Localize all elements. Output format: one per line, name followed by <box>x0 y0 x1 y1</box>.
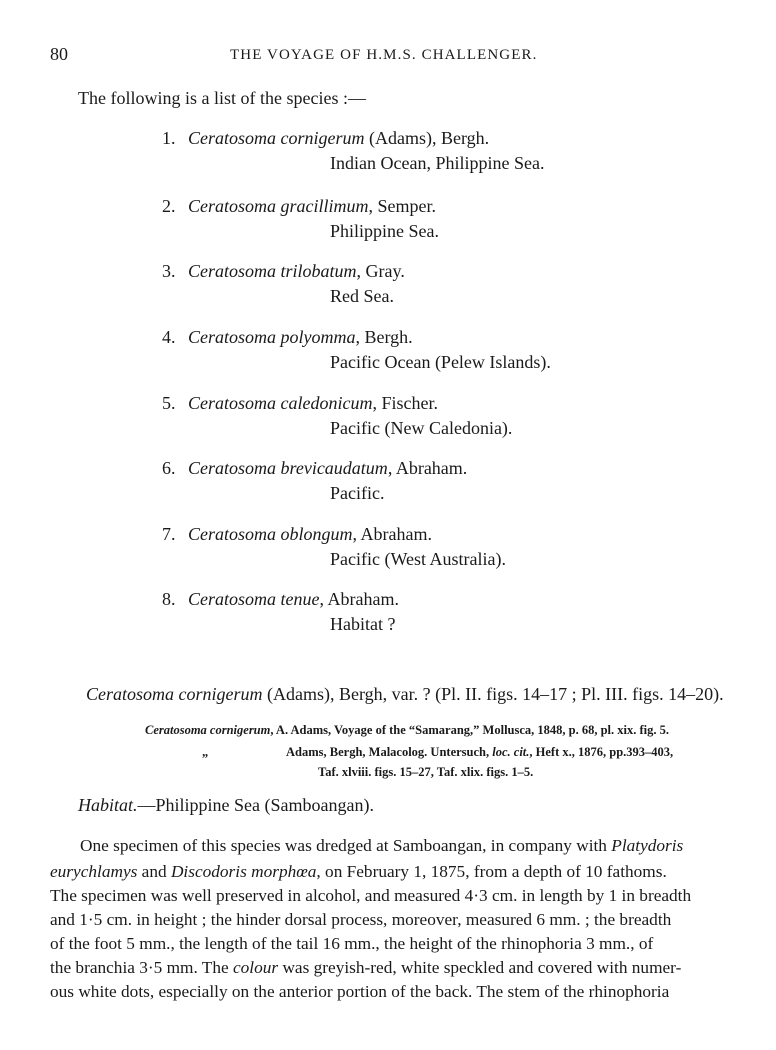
species-name: Ceratosoma trilobatum, Gray. <box>188 261 405 281</box>
species-name: Ceratosoma gracillimum, Semper. <box>188 196 437 216</box>
synonymy-line: Taf. xlviii. figs. 15–27, Taf. xlix. figs. 1–5. <box>318 765 534 779</box>
species-name: Ceratosoma cornigerum (Adams), Bergh. <box>188 128 490 148</box>
species-number: 2. <box>162 196 176 216</box>
species-number: 8. <box>162 589 176 609</box>
page-number: 80 <box>50 44 68 64</box>
synonymy-line: Ceratosoma cornigerum, A. Adams, Voyage of the “Samarang,” Mollusca, 1848, p. 68, pl. xix. fig. 5. <box>145 723 670 737</box>
species-number: 3. <box>162 261 176 281</box>
ditto-mark: „ <box>202 745 209 759</box>
paragraph-line: the branchia 3·5 mm. The colour was greyish-red, white speckled and covered with numer- <box>50 958 682 977</box>
paragraph-line: and 1·5 cm. in height ; the hinder dorsal process, moreover, measured 6 mm. ; the breadth <box>50 910 672 929</box>
species-name: Ceratosoma polyomma, Bergh. <box>188 327 413 347</box>
species-name: Ceratosoma brevicaudatum, Abraham. <box>188 458 468 478</box>
species-name: Ceratosoma caledonicum, Fischer. <box>188 393 438 413</box>
species-number: 5. <box>162 393 176 413</box>
paragraph-line: of the foot 5 mm., the length of the tail 16 mm., the height of the rhinophoria 3 mm., of <box>50 934 654 953</box>
paragraph-line: The specimen was well preserved in alcohol, and measured 4·3 cm. in length by 1 in breadth <box>50 886 692 905</box>
species-number: 4. <box>162 327 176 347</box>
intro-text: The following is a list of the species :— <box>78 88 366 108</box>
species-name: Ceratosoma tenue, Abraham. <box>188 589 399 609</box>
paragraph-line: eurychlamys and Discodoris morphœa, on February 1, 1875, from a depth of 10 fathoms. <box>50 862 667 881</box>
running-title: THE VOYAGE OF H.M.S. CHALLENGER. <box>230 47 538 63</box>
species-name: Ceratosoma oblongum, Abraham. <box>188 524 432 544</box>
paragraph-line: One specimen of this species was dredged at Samboangan, in company with Platydoris <box>80 836 684 855</box>
species-number: 6. <box>162 458 176 478</box>
paragraph-line: ous white dots, especially on the anterior portion of the back. The stem of the rhinophoria <box>50 982 670 1001</box>
habitat-line: Habitat.—Philippine Sea (Samboangan). <box>78 795 374 815</box>
species-number: 7. <box>162 524 176 544</box>
synonymy-line: Adams, Bergh, Malacolog. Untersuch, loc. cit., Heft x., 1876, pp.393–403, <box>286 745 674 759</box>
species-number: 1. <box>162 128 176 148</box>
section-heading: Ceratosoma cornigerum (Adams), Bergh, var. ? (Pl. II. figs. 14–17 ; Pl. III. figs. 14–20). <box>86 684 724 704</box>
